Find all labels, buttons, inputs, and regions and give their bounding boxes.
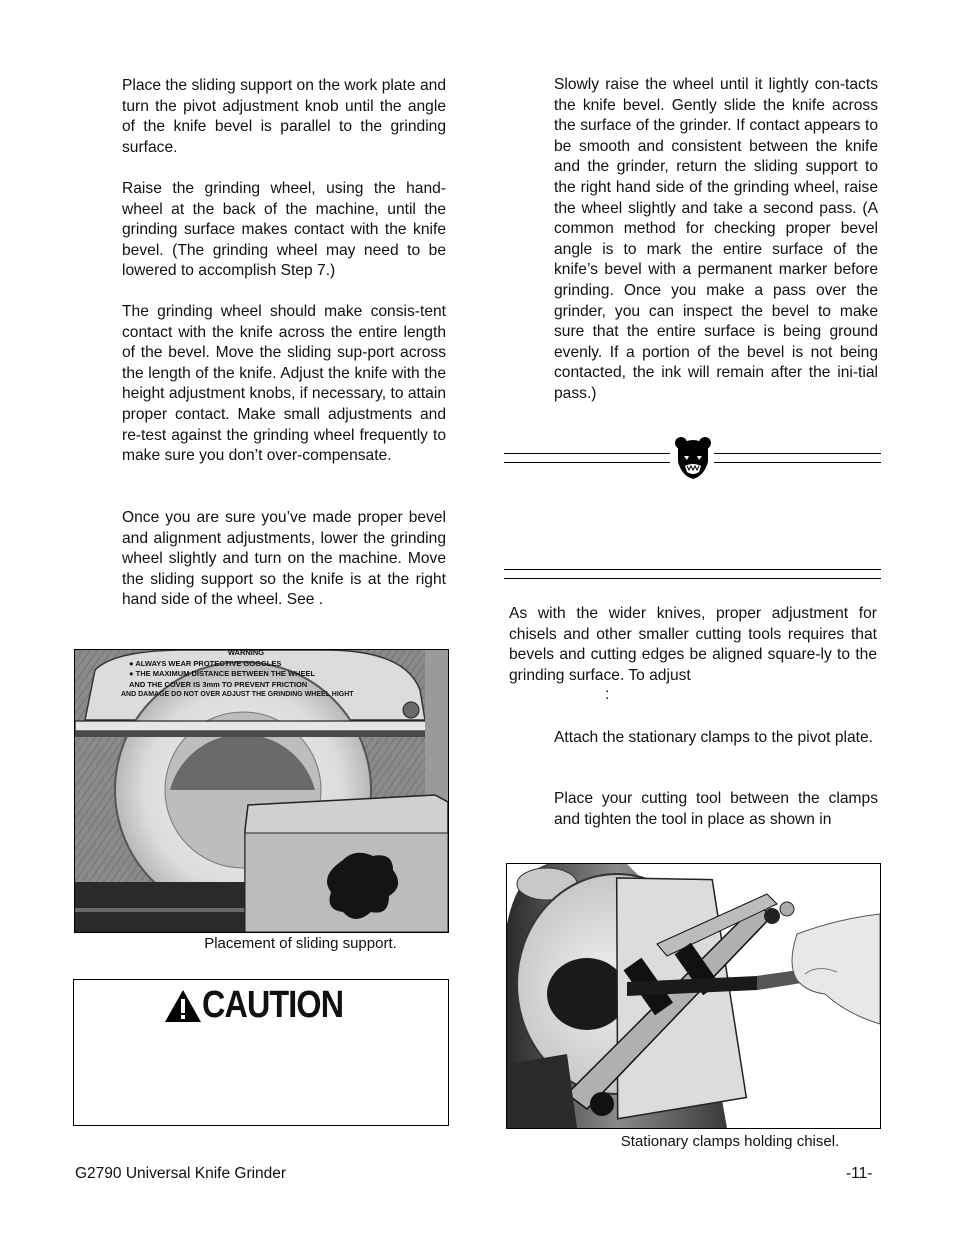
warning-label-line: ● THE MAXIMUM DISTANCE BETWEEN THE WHEEL <box>129 669 316 678</box>
figure1-caption: Placement of sliding support. <box>204 935 397 952</box>
warning-label-line: AND DAMAGE DO NOT OVER ADJUST THE GRINDING WHEEL HIGHT <box>121 691 354 698</box>
paragraph-consistent-contact: The grinding wheel should make consis-tent contact with the knife across the entire length of the bevel. Move the sliding sup-port across the length of the knife. Adjust the knife with the height adjustment knobs, if necessary, to attain proper contact. Make small adjustments and re-test against the grinding wheel frequently to make sure you don’t over-compensate. <box>122 303 446 465</box>
paragraph-step-sliding-support: Place the sliding support on the work plate and turn the pivot adjustment knob until the angle of the knife bevel is parallel to the grinding surface. <box>122 77 446 156</box>
section-divider-left-lower <box>504 462 670 463</box>
intro-colon: : <box>605 686 610 703</box>
paragraph-chisel-intro: As with the wider knives, proper adjustment for chisels and other smaller cutting tools requires that bevels and cutting edges be aligned square-ly to the grinding surface. To adjust <box>509 605 877 684</box>
section-divider-right-lower <box>714 462 881 463</box>
section-divider-left <box>504 453 670 454</box>
caution-title <box>164 984 368 1027</box>
warning-label <box>121 649 371 701</box>
caution-heading: CAUTION <box>202 984 344 1026</box>
figure2-caption: Stationary clamps holding chisel. <box>620 1133 840 1150</box>
caution-box <box>73 979 449 1126</box>
footer-title: G2790 Universal Knife Grinder <box>75 1165 287 1182</box>
page-number: -11- <box>846 1165 873 1182</box>
section-title-rule-bottom <box>504 578 881 579</box>
section-divider-right <box>714 453 881 454</box>
paragraph-raise-wheel: Raise the grinding wheel, using the hand-wheel at the back of the machine, until the grinding surface makes contact with the knife bevel. (The grinding wheel may need to be lowered to accomplish Step 7.) <box>122 180 446 280</box>
paragraph-slowly-raise-wheel: Slowly raise the wheel until it lightly con-tacts the knife bevel. Gently slide the knife across the surface of the grinder. If contact appears to be smooth and consistent between the knife and the grinder, return the sliding support to the right hand side of the grinding wheel, raise the wheel slightly and take a second pass. (A common method for checking proper bevel angle is to mark the entire surface of the knife’s bevel with a permanent marker before grinding. Once you make a pass over the grinder, you can inspect the bevel to make sure that the entire surface is being ground evenly. If a portion of the bevel is not being contacted, the ink will remain after the ini-tial pass.) <box>554 76 878 402</box>
warning-triangle-icon <box>164 989 202 1023</box>
paragraph-place-cutting-tool: Place your cutting tool between the clamps and tighten the tool in place as shown in <box>554 790 878 828</box>
bear-logo-icon <box>674 436 712 480</box>
sliding-support-photo <box>74 649 449 933</box>
warning-label-line: WARNING <box>227 649 265 657</box>
chisel-clamps-illustration <box>507 864 880 1128</box>
paragraph-attach-clamps: Attach the stationary clamps to the pivot plate. <box>554 729 873 746</box>
paragraph-final-adjustment: Once you are sure you’ve made proper bevel and alignment adjustments, lower the grinding wheel slightly and turn on the machine. Move the sliding support so the knife is at the right hand side of the wheel. See . <box>122 509 446 609</box>
warning-label-line: ● ALWAYS WEAR PROTECTIVE GOGGLES <box>129 658 282 668</box>
warning-label-line: AND THE COVER IS 3mm TO PREVENT FRICTION <box>129 679 308 689</box>
chisel-clamps-photo <box>506 863 881 1129</box>
section-title-rule-top <box>504 569 881 570</box>
